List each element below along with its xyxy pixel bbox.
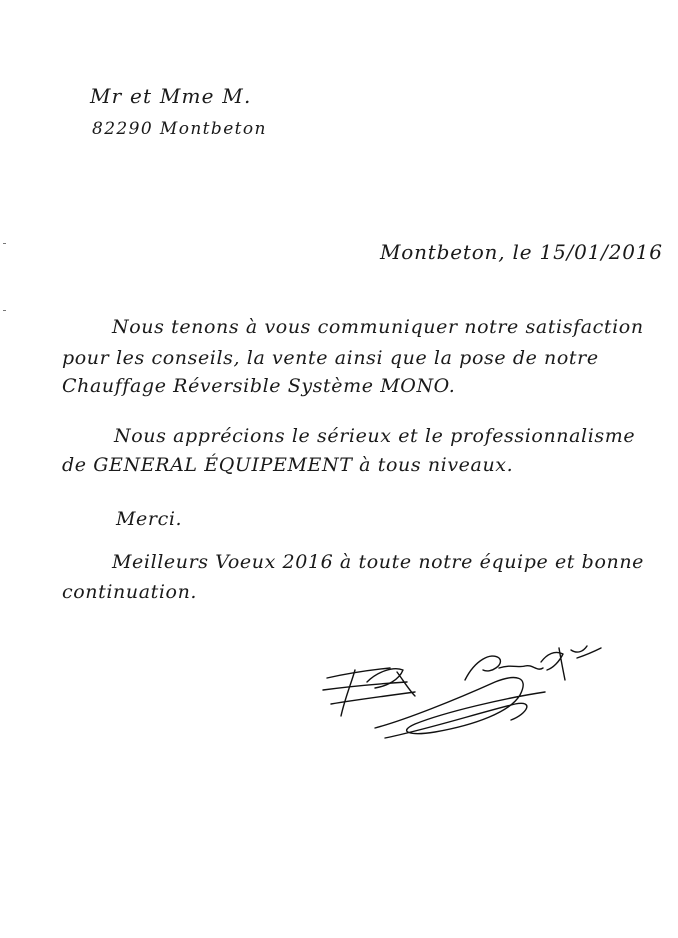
signatures [315,640,615,750]
sender-name: Mr et Mme M. [90,84,252,108]
letter-date: Montbeton, le 15/01/2016 [380,240,663,264]
paragraph-1-line-3: Chauffage Réversible Système MONO. [62,375,456,397]
signature-second [375,646,601,738]
paragraph-3-line-2: continuation. [62,581,198,603]
paragraph-3-line-1: Meilleurs Voeux 2016 à toute notre équipe et bonne [112,551,645,573]
scan-margin-mark [3,310,6,311]
paragraph-2-line-2: de GENERAL ÉQUIPEMENT à tous niveaux. [62,454,514,476]
scan-margin-mark [3,243,6,244]
sender-address: 82290 Montbeton [92,119,267,139]
paragraph-2-line-1: Nous apprécions le sérieux et le professionnalisme [114,425,636,447]
paragraph-1-line-1: Nous tenons à vous communiquer notre satisfaction [112,316,644,338]
paragraph-1-line-2: pour les conseils, la vente ainsi que la pose de notre [62,347,599,369]
signature-drawing [315,640,615,750]
signature-first [323,668,415,716]
thanks-line: Merci. [116,508,183,530]
